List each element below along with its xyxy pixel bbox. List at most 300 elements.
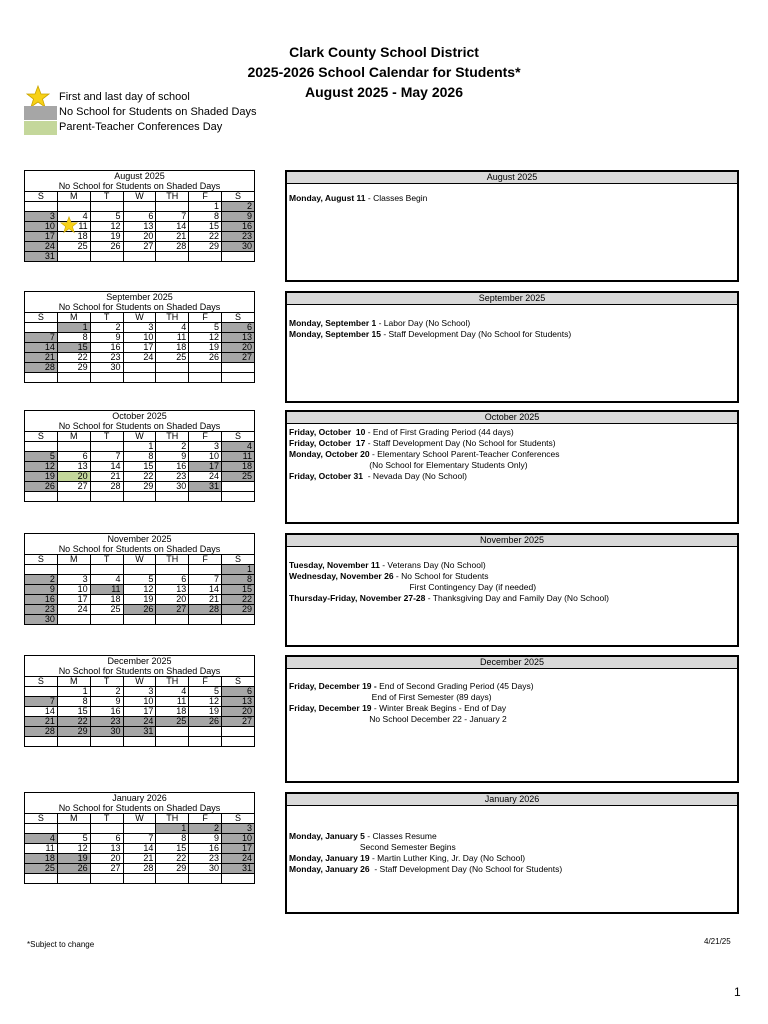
empty-day-cell: [189, 727, 222, 737]
day-cell: 18: [57, 232, 90, 242]
month-events-panel: [285, 655, 739, 783]
empty-day-cell: [57, 373, 90, 383]
day-cell: 24: [189, 472, 222, 482]
day-cell: 17: [57, 595, 90, 605]
month-events-panel: [285, 291, 739, 403]
month-title: December 2025: [25, 656, 255, 667]
weekday-header: M: [57, 814, 90, 824]
empty-day-cell: [57, 565, 90, 575]
day-cell: 4: [90, 575, 123, 585]
event-line: [289, 703, 735, 714]
event-line: [289, 864, 735, 875]
day-cell: 31: [222, 864, 255, 874]
event-line: [289, 582, 735, 593]
day-cell: 8: [57, 697, 90, 707]
day-cell: 29: [189, 242, 222, 252]
day-cell: 27: [90, 864, 123, 874]
weekday-header: TH: [156, 192, 189, 202]
day-cell: 16: [222, 222, 255, 232]
empty-day-cell: [90, 373, 123, 383]
day-cell: 13: [156, 585, 189, 595]
week-row: [25, 333, 255, 343]
empty-day-cell: [25, 202, 58, 212]
day-cell: 25: [156, 717, 189, 727]
day-cell: 29: [156, 864, 189, 874]
page-number: 1: [734, 985, 741, 999]
month-subtitle: No School for Students on Shaded Days: [25, 803, 255, 814]
day-cell: 25: [25, 864, 58, 874]
day-cell: 22: [57, 717, 90, 727]
event-line: [289, 318, 735, 329]
panel-title: August 2025: [287, 172, 737, 184]
empty-day-cell: [189, 373, 222, 383]
empty-day-cell: [189, 492, 222, 502]
event-line: [289, 438, 735, 449]
empty-day-cell: [90, 252, 123, 262]
day-cell: 21: [25, 717, 58, 727]
month-calendar: [24, 533, 255, 625]
event-description: - Thanksgiving Day and Family Day (No School): [425, 593, 609, 603]
event-description: Second Semester Begins: [289, 842, 456, 852]
empty-day-cell: [222, 373, 255, 383]
month-calendar: [24, 291, 255, 383]
day-cell: 12: [189, 697, 222, 707]
day-cell: 1: [123, 442, 156, 452]
event-line: [289, 571, 735, 582]
empty-day-cell: [189, 737, 222, 747]
day-cell: 28: [156, 242, 189, 252]
week-row: [25, 874, 255, 884]
empty-day-cell: [222, 737, 255, 747]
week-row: [25, 482, 255, 492]
week-row: [25, 687, 255, 697]
empty-day-cell: [90, 874, 123, 884]
day-cell: 15: [189, 222, 222, 232]
day-cell: 12: [189, 333, 222, 343]
empty-day-cell: [156, 492, 189, 502]
event-date: Monday, January 26: [289, 864, 370, 874]
weekday-header: F: [189, 313, 222, 323]
day-cell: 6: [90, 834, 123, 844]
event-line: [289, 427, 735, 438]
day-cell: 31: [25, 252, 58, 262]
day-cell: 19: [90, 232, 123, 242]
day-cell: 30: [25, 615, 58, 625]
day-cell: 27: [222, 717, 255, 727]
day-cell: 23: [156, 472, 189, 482]
day-cell: 13: [123, 222, 156, 232]
day-cell: 21: [189, 595, 222, 605]
panel-body: [287, 547, 737, 604]
week-row: [25, 492, 255, 502]
weekday-header: M: [57, 192, 90, 202]
event-line: [289, 593, 735, 604]
empty-day-cell: [123, 252, 156, 262]
day-cell: 29: [57, 727, 90, 737]
week-row: [25, 343, 255, 353]
panel-title: December 2025: [287, 657, 737, 669]
week-row: [25, 697, 255, 707]
day-cell: 30: [189, 864, 222, 874]
day-cell: 14: [25, 707, 58, 717]
event-line: [289, 842, 735, 853]
day-cell: 15: [57, 343, 90, 353]
day-cell: 26: [123, 605, 156, 615]
day-cell: 17: [123, 707, 156, 717]
day-cell: 16: [90, 343, 123, 353]
weekday-header: M: [57, 555, 90, 565]
week-row: [25, 462, 255, 472]
week-row: [25, 202, 255, 212]
event-date: Monday, January 19: [289, 853, 370, 863]
day-cell: 18: [156, 343, 189, 353]
day-cell: 27: [156, 605, 189, 615]
day-cell: 9: [25, 585, 58, 595]
day-cell: 24: [123, 717, 156, 727]
day-cell: 12: [90, 222, 123, 232]
day-cell: 24: [222, 854, 255, 864]
day-cell: 27: [222, 353, 255, 363]
day-cell: 9: [222, 212, 255, 222]
empty-day-cell: [189, 252, 222, 262]
weekday-header: TH: [156, 814, 189, 824]
empty-day-cell: [90, 492, 123, 502]
event-line: [289, 831, 735, 842]
weekday-header: TH: [156, 313, 189, 323]
empty-day-cell: [123, 824, 156, 834]
day-cell: 26: [189, 717, 222, 727]
empty-day-cell: [90, 615, 123, 625]
weekday-header: S: [25, 555, 58, 565]
day-cell: 11: [90, 585, 123, 595]
day-cell: 26: [25, 482, 58, 492]
weekday-header: F: [189, 555, 222, 565]
day-cell: 30: [156, 482, 189, 492]
day-cell: 15: [156, 844, 189, 854]
day-cell: 24: [57, 605, 90, 615]
day-cell: 7: [25, 333, 58, 343]
weekday-header: S: [222, 555, 255, 565]
week-row: [25, 844, 255, 854]
day-cell: 24: [25, 242, 58, 252]
event-line: [289, 471, 735, 482]
weekday-header: S: [222, 677, 255, 687]
day-cell: 22: [189, 232, 222, 242]
empty-day-cell: [57, 252, 90, 262]
empty-day-cell: [25, 323, 58, 333]
day-cell: 8: [189, 212, 222, 222]
day-cell: 16: [189, 844, 222, 854]
day-cell: 5: [57, 834, 90, 844]
day-cell: 7: [189, 575, 222, 585]
day-cell: 2: [222, 202, 255, 212]
day-cell: 13: [222, 333, 255, 343]
month-events-panel: [285, 792, 739, 914]
calendar-title: 2025-2026 School Calendar for Students*: [247, 64, 521, 80]
event-line: [289, 560, 735, 571]
day-cell: 22: [156, 854, 189, 864]
empty-day-cell: [57, 737, 90, 747]
day-cell: 12: [123, 585, 156, 595]
week-row: [25, 834, 255, 844]
event-description: - Nevada Day (No School): [363, 471, 467, 481]
weekday-header: S: [25, 192, 58, 202]
event-date: Monday, January 5: [289, 831, 365, 841]
day-cell: 20: [57, 472, 90, 482]
event-line: [289, 460, 735, 471]
empty-day-cell: [57, 202, 90, 212]
day-cell: 23: [90, 353, 123, 363]
week-row: [25, 565, 255, 575]
month-subtitle: No School for Students on Shaded Days: [25, 421, 255, 432]
day-cell: 23: [222, 232, 255, 242]
weekday-header: W: [123, 555, 156, 565]
weekday-header: T: [90, 555, 123, 565]
empty-day-cell: [90, 202, 123, 212]
week-row: [25, 737, 255, 747]
day-cell: 6: [156, 575, 189, 585]
event-line: [289, 714, 735, 725]
empty-day-cell: [123, 363, 156, 373]
day-cell: 14: [189, 585, 222, 595]
empty-day-cell: [90, 442, 123, 452]
weekday-header: T: [90, 192, 123, 202]
day-cell: 20: [222, 707, 255, 717]
event-date: Friday, October 17: [289, 438, 366, 448]
day-cell: 15: [222, 585, 255, 595]
empty-day-cell: [156, 565, 189, 575]
day-cell: 20: [90, 854, 123, 864]
day-cell: 7: [90, 452, 123, 462]
event-line: [289, 329, 735, 340]
day-cell: 10: [123, 697, 156, 707]
panel-body: [287, 424, 737, 482]
panel-title: January 2026: [287, 794, 737, 806]
empty-day-cell: [25, 442, 58, 452]
day-cell: 21: [156, 232, 189, 242]
month-title: November 2025: [25, 534, 255, 545]
weekday-header: TH: [156, 432, 189, 442]
day-cell: 28: [189, 605, 222, 615]
event-description: - Staff Development Day (No School for Students): [365, 438, 556, 448]
empty-day-cell: [123, 565, 156, 575]
day-cell: 11: [222, 452, 255, 462]
weekday-header: S: [222, 313, 255, 323]
weekday-header: S: [222, 814, 255, 824]
panel-title: November 2025: [287, 535, 737, 547]
day-cell: 15: [123, 462, 156, 472]
weekday-header: M: [57, 313, 90, 323]
day-cell: 20: [156, 595, 189, 605]
day-cell: 26: [189, 353, 222, 363]
week-row: [25, 854, 255, 864]
day-cell: 23: [189, 854, 222, 864]
event-description: [289, 820, 291, 830]
day-cell: 14: [156, 222, 189, 232]
day-cell: 3: [189, 442, 222, 452]
empty-day-cell: [25, 492, 58, 502]
day-cell: 1: [222, 565, 255, 575]
week-row: [25, 717, 255, 727]
event-date: Wednesday, November 26: [289, 571, 394, 581]
event-date: Friday, October 31: [289, 471, 364, 481]
day-cell: 13: [90, 844, 123, 854]
day-cell: 23: [25, 605, 58, 615]
weekday-header: T: [90, 432, 123, 442]
day-cell: 7: [156, 212, 189, 222]
day-cell: 17: [25, 232, 58, 242]
gray-swatch: [24, 106, 57, 120]
weekday-header: F: [189, 814, 222, 824]
day-cell: 3: [123, 323, 156, 333]
empty-day-cell: [156, 373, 189, 383]
empty-day-cell: [222, 482, 255, 492]
day-cell: 16: [25, 595, 58, 605]
empty-day-cell: [189, 615, 222, 625]
month-events-panel: [285, 170, 739, 282]
day-cell: 4: [25, 834, 58, 844]
day-cell: 25: [156, 353, 189, 363]
event-date: Monday, September 1: [289, 318, 377, 328]
week-row: [25, 472, 255, 482]
empty-day-cell: [189, 565, 222, 575]
day-cell: 3: [123, 687, 156, 697]
day-cell: 29: [222, 605, 255, 615]
day-cell: 2: [90, 687, 123, 697]
empty-day-cell: [222, 363, 255, 373]
day-cell: 8: [123, 452, 156, 462]
empty-day-cell: [123, 202, 156, 212]
day-cell: 7: [123, 834, 156, 844]
day-cell: 14: [90, 462, 123, 472]
empty-day-cell: [90, 737, 123, 747]
district-title: Clark County School District: [289, 44, 479, 60]
weekday-header: TH: [156, 555, 189, 565]
event-description: End of First Semester (89 days): [289, 692, 492, 702]
day-cell: 11: [156, 697, 189, 707]
day-cell: 7: [25, 697, 58, 707]
event-description: End of Second Grading Period (45 Days): [376, 681, 534, 691]
month-calendar: [24, 792, 255, 884]
day-cell: 19: [123, 595, 156, 605]
weekday-header: M: [57, 677, 90, 687]
month-subtitle: No School for Students on Shaded Days: [25, 181, 255, 192]
week-row: [25, 595, 255, 605]
empty-day-cell: [156, 874, 189, 884]
day-cell: 22: [222, 595, 255, 605]
day-cell: 11: [57, 222, 90, 232]
panel-title: October 2025: [287, 412, 737, 424]
week-row: [25, 605, 255, 615]
event-description: - Elementary School Parent-Teacher Conferences: [369, 449, 560, 459]
day-cell: 15: [57, 707, 90, 717]
day-cell: 20: [123, 232, 156, 242]
empty-day-cell: [222, 492, 255, 502]
weekday-header: S: [222, 432, 255, 442]
legend-item-no-school: [24, 105, 257, 120]
day-cell: 1: [57, 687, 90, 697]
day-cell: 18: [222, 462, 255, 472]
event-date: Friday, December 19 -: [289, 681, 377, 691]
month-calendar: [24, 170, 255, 262]
empty-day-cell: [25, 824, 58, 834]
month-subtitle: No School for Students on Shaded Days: [25, 302, 255, 313]
day-cell: 5: [123, 575, 156, 585]
empty-day-cell: [156, 727, 189, 737]
weekday-header: W: [123, 677, 156, 687]
day-cell: 6: [222, 323, 255, 333]
week-row: [25, 707, 255, 717]
event-date: Friday, October 10: [289, 427, 366, 437]
weekday-header: S: [25, 814, 58, 824]
day-cell: 10: [123, 333, 156, 343]
weekday-header: W: [123, 192, 156, 202]
day-cell: 19: [57, 854, 90, 864]
week-row: [25, 824, 255, 834]
day-cell: 22: [57, 353, 90, 363]
day-cell: 17: [189, 462, 222, 472]
event-line: [289, 809, 735, 820]
week-row: [25, 222, 255, 232]
day-cell: 11: [25, 844, 58, 854]
empty-day-cell: [25, 737, 58, 747]
empty-day-cell: [123, 615, 156, 625]
week-row: [25, 585, 255, 595]
day-cell: 30: [90, 727, 123, 737]
empty-day-cell: [156, 363, 189, 373]
day-cell: 12: [25, 462, 58, 472]
day-cell: 21: [90, 472, 123, 482]
day-cell: 6: [57, 452, 90, 462]
event-description: No School December 22 - January 2: [289, 714, 507, 724]
empty-day-cell: [156, 252, 189, 262]
week-row: [25, 615, 255, 625]
empty-day-cell: [25, 687, 58, 697]
day-cell: 16: [90, 707, 123, 717]
legend-label: First and last day of school: [59, 91, 190, 103]
month-calendar: [24, 655, 255, 747]
weekday-header: TH: [156, 677, 189, 687]
day-cell: 4: [222, 442, 255, 452]
day-cell: 4: [57, 212, 90, 222]
week-row: [25, 232, 255, 242]
day-cell: 5: [25, 452, 58, 462]
day-cell: 18: [156, 707, 189, 717]
day-cell: 13: [57, 462, 90, 472]
weekday-header: W: [123, 313, 156, 323]
week-row: [25, 373, 255, 383]
day-cell: 31: [123, 727, 156, 737]
day-cell: 1: [189, 202, 222, 212]
event-description: - No School for Students: [393, 571, 489, 581]
empty-day-cell: [189, 874, 222, 884]
day-cell: 14: [25, 343, 58, 353]
day-cell: 27: [57, 482, 90, 492]
day-cell: 4: [156, 323, 189, 333]
empty-day-cell: [123, 373, 156, 383]
weekday-header: F: [189, 677, 222, 687]
day-cell: 29: [57, 363, 90, 373]
event-description: First Contingency Day (if needed): [289, 582, 537, 592]
empty-day-cell: [90, 565, 123, 575]
empty-day-cell: [222, 727, 255, 737]
empty-day-cell: [222, 252, 255, 262]
day-cell: 30: [90, 363, 123, 373]
date-range-title: August 2025 - May 2026: [305, 84, 463, 100]
week-row: [25, 452, 255, 462]
week-row: [25, 575, 255, 585]
weekday-header: M: [57, 432, 90, 442]
